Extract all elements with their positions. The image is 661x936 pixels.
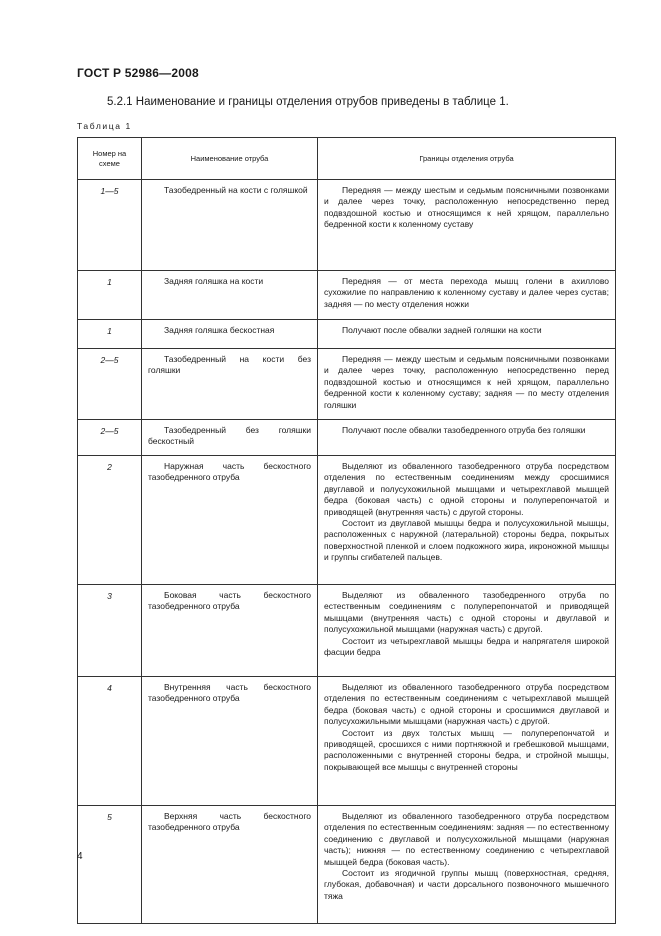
cut-name: Задняя голяшка на кости <box>142 271 318 320</box>
cut-bounds: Выделяют из обваленного тазобедренного отруба посредством отделения по естественным соединениям с четырехглавой мышцей бедра (боковая часть) с одной стороны и сросшимися двуглавой и полусухожильными мышцами (наружная часть) с другой. Состоит из двух толстых мышц — полуперепончатой и приводящей, сросшихся с ними портняжной и гребешковой мышцами, расположенными с внутренней стороны бедра, и стройной мышцы, покрывающей все мышцы с внутренней стороны <box>318 677 616 806</box>
table-row <box>78 320 616 349</box>
table-row <box>78 271 616 320</box>
cut-bounds: Передняя — между шестым и седьмым поясничными позвонками и далее через точку, расположенную непосредственно перед подвздошной костью и относящимся к ней хрящом, параллельно бедренной кости к коленному суставу <box>318 180 616 271</box>
scheme-number: 5 <box>78 806 142 924</box>
cut-name: Боковая часть бескостного тазобедренного отруба <box>142 585 318 677</box>
cut-bounds: Получают после обвалки тазобедренного отруба без голяшки <box>318 420 616 456</box>
page-number: 4 <box>77 851 83 862</box>
cuts-table <box>77 137 616 924</box>
scheme-number: 2 <box>78 456 142 585</box>
table-row <box>78 585 616 677</box>
cut-bounds: Выделяют из обваленного тазобедренного отруба посредством отделения по естественным соединениям между сросшимися двуглавой и полусухожильной мышцами и четырехглавой мышцей бедра (боковая часть) с одной стороны и полуперепончатой и приводящей (внутренняя часть) с другой стороны. Состоит из двуглавой мышцы бедра и полусухожильной мышцы, расположенных с наружной (латеральной) стороны бедра, покрытых поверхностной пленкой и слоем подкожного жира, икроножной мышцы и группы сгибателей пальцев. <box>318 456 616 585</box>
cut-name: Тазобедренный на кости с голяшкой <box>142 180 318 271</box>
table-row <box>78 456 616 585</box>
cut-name: Внутренняя часть бескостного тазобедренного отруба <box>142 677 318 806</box>
scheme-number: 2—5 <box>78 420 142 456</box>
scheme-number: 1—5 <box>78 180 142 271</box>
document-code: ГОСТ Р 52986—2008 <box>77 66 199 80</box>
table-row <box>78 806 616 924</box>
table-header-row <box>78 138 616 180</box>
cut-bounds: Получают после обвалки задней голяшки на кости <box>318 320 616 349</box>
cut-name: Верхняя часть бескостного тазобедренного отруба <box>142 806 318 924</box>
table-caption: Таблица 1 <box>77 121 132 131</box>
cut-name: Наружная часть бескостного тазобедренного отруба <box>142 456 318 585</box>
column-header-bounds: Границы отделения отруба <box>318 138 616 180</box>
column-header-name: Наименование отруба <box>142 138 318 180</box>
scheme-number: 1 <box>78 271 142 320</box>
scheme-number: 2—5 <box>78 349 142 420</box>
cut-bounds: Передняя — от места перехода мышц голени в ахиллово сухожилие по направлению к коленному суставу и далее через сустав; задняя — по месту отделения ножки <box>318 271 616 320</box>
column-header-number: Номер на схеме <box>78 138 142 180</box>
scheme-number: 4 <box>78 677 142 806</box>
section-text: 5.2.1 Наименование и границы отделения отрубов приведены в таблице 1. <box>107 96 509 108</box>
cut-name: Тазобедренный на кости без голяшки <box>142 349 318 420</box>
cut-name: Задняя голяшка бескостная <box>142 320 318 349</box>
scheme-number: 1 <box>78 320 142 349</box>
cut-bounds: Передняя — между шестым и седьмым поясничными позвонками и далее через точку, расположенную непосредственно перед подвздошной костью и относящимся к ней хрящом, параллельно бедренной кости к коленному суставу; задняя — по месту отделения голяшки <box>318 349 616 420</box>
cut-bounds: Выделяют из обваленного тазобедренного отруба по естественным соединениям с полуперепончатой и приводящей мышцами (внутренняя часть) с одной стороны и двуглавой и полусухожильной мышцами (наружная часть) с другой. Состоит из четырехглавой мышцы бедра и напрягателя широкой фасции бедра <box>318 585 616 677</box>
scheme-number: 3 <box>78 585 142 677</box>
table-row <box>78 180 616 271</box>
cut-name: Тазобедренный без голяшки бескостный <box>142 420 318 456</box>
table-row <box>78 349 616 420</box>
table-row <box>78 420 616 456</box>
table-row <box>78 677 616 806</box>
cut-bounds: Выделяют из обваленного тазобедренного отруба посредством отделения по естественным соединениям: задняя — по естественному соединению с двуглавой и полусухожильной мышцами (наружная часть); нижняя — по естественному соединению с четырехглавой мышцей бедра (боковая часть). Состоит из ягодичной группы мышц (поверхностная, средняя, глубокая, добавочная) и части дорсального позвоночного мышечного тяжа <box>318 806 616 924</box>
